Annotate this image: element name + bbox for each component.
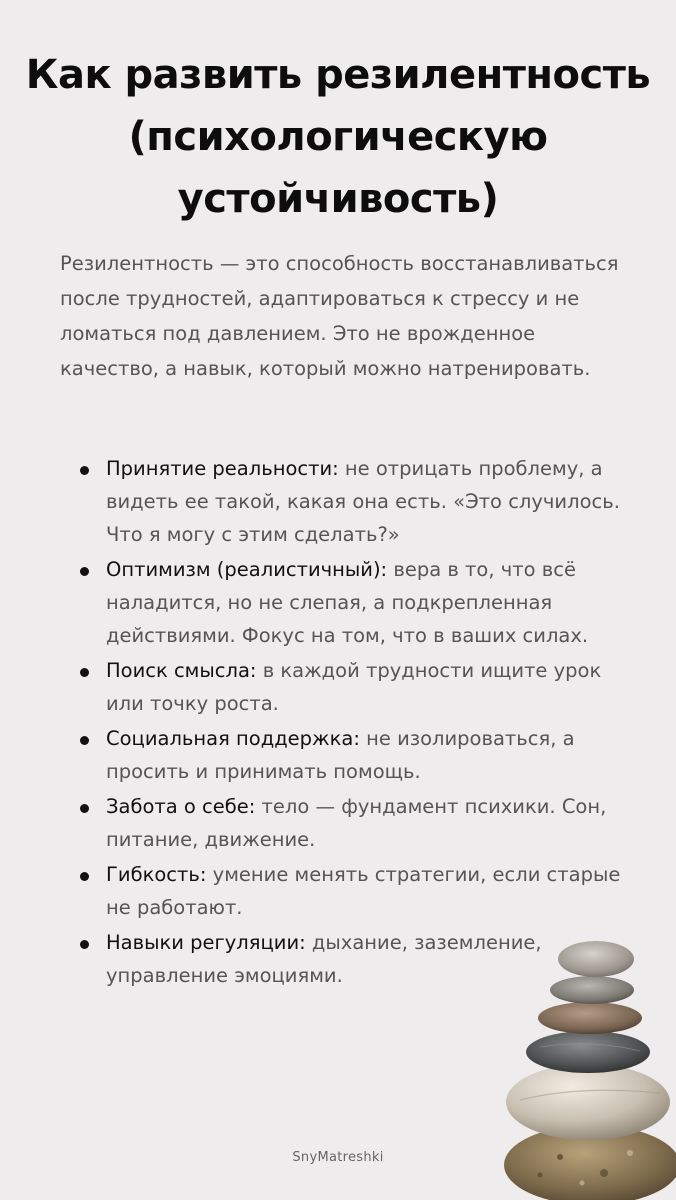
- bullet-icon: [80, 567, 89, 576]
- item-term: Поиск смысла:: [106, 659, 257, 682]
- tips-list: [76, 452, 636, 994]
- item-description: в каждой трудности ищите урок или точку роста.: [106, 659, 602, 715]
- bullet-icon: [80, 466, 89, 475]
- intro-paragraph: Резилентность — это способность восстанавливаться после трудностей, адаптироваться к стрессу и не ломаться под давлением. Это не врожденное качество, а навык, который можно натренировать.: [60, 252, 619, 380]
- list-item: [76, 858, 636, 924]
- signature: SnyMatreshki: [292, 1150, 384, 1165]
- bullet-icon: [80, 804, 89, 813]
- bullet-icon: [80, 668, 89, 677]
- item-description: дыхание, заземление, управление эмоциями.: [106, 931, 542, 987]
- item-description: тело — фундамент психики. Сон, питание, движение.: [106, 795, 607, 851]
- item-description: вера в то, что всё наладится, но не слепая, а подкрепленная действиями. Фокус на том, что в ваших силах.: [106, 558, 589, 647]
- page-title: Как развить резилентность (психологическую устойчивость): [25, 52, 651, 222]
- item-term: Навыки регуляции:: [106, 931, 306, 954]
- item-description: не изолироваться, а просить и принимать помощь.: [106, 727, 575, 783]
- list-item: [76, 452, 636, 551]
- list-item: [76, 553, 636, 652]
- item-term: Социальная поддержка:: [106, 727, 360, 750]
- item-term: Оптимизм (реалистичный):: [106, 558, 388, 581]
- item-description: не отрицать проблему, а видеть ее такой, какая она есть. «Это случилось. Что я могу с этим сделать?»: [106, 457, 620, 546]
- bullet-icon: [80, 872, 89, 881]
- list-item: [76, 722, 636, 788]
- bullet-icon: [80, 736, 89, 745]
- list-item: [76, 654, 636, 720]
- item-term: Принятие реальности:: [106, 457, 339, 480]
- item-term: Забота о себе:: [106, 795, 256, 818]
- bullet-icon: [80, 940, 89, 949]
- item-description: умение менять стратегии, если старые не работают.: [106, 863, 621, 919]
- item-term: Гибкость:: [106, 863, 207, 886]
- list-item: [76, 790, 636, 856]
